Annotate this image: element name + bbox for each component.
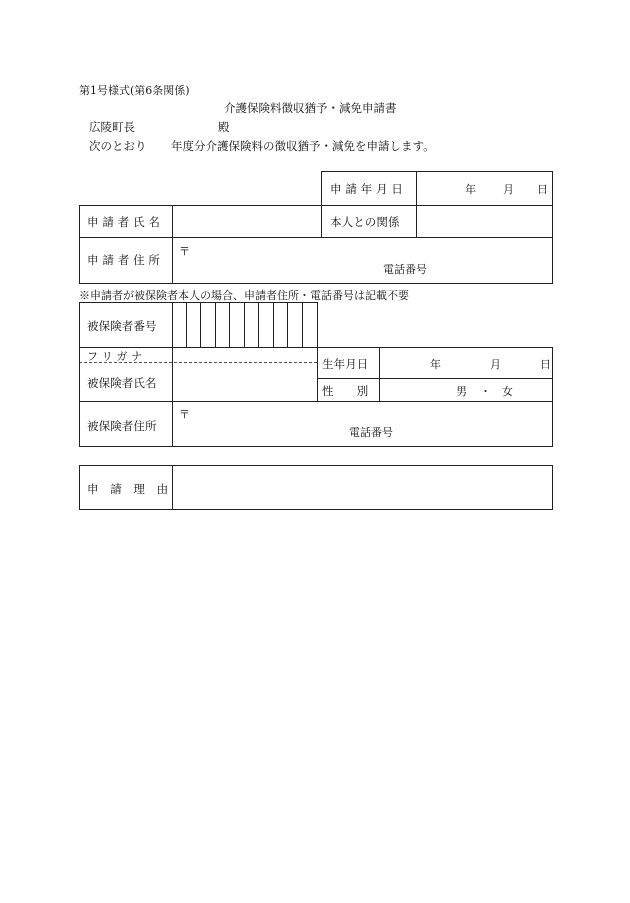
- document-title: 介護保険料徴収猶予・減免申請書: [224, 101, 397, 115]
- addressee: 広陵町長: [89, 120, 135, 134]
- date-day-unit: 日: [537, 183, 548, 196]
- birth-date-field[interactable]: [380, 348, 552, 378]
- insured-name-field[interactable]: [173, 363, 317, 401]
- honorific: 殿: [218, 120, 230, 134]
- sex-label: 性 別: [322, 384, 369, 398]
- insured-number-label: 被保険者番号: [87, 319, 157, 333]
- sex-male[interactable]: 男: [456, 385, 467, 398]
- furigana-label: フ リ ガ ナ: [87, 350, 143, 363]
- application-date-label: 申 請 年 月 日: [330, 182, 404, 196]
- date-month-unit: 月: [503, 183, 514, 196]
- application-date-field[interactable]: [417, 172, 552, 205]
- reason-field[interactable]: [173, 466, 552, 509]
- relation-field[interactable]: [417, 206, 552, 237]
- intro-prefix: 次のとおり: [89, 139, 147, 153]
- sex-field[interactable]: [380, 379, 552, 401]
- sex-female[interactable]: 女: [502, 385, 513, 398]
- birth-date-label: 生年月日: [322, 357, 369, 371]
- date-year-unit: 年: [465, 183, 476, 196]
- applicant-phone-label: 電話番号: [383, 263, 427, 276]
- postal-mark: 〒: [179, 245, 190, 258]
- birth-day-unit: 日: [540, 358, 551, 371]
- birth-year-unit: 年: [430, 358, 441, 371]
- insured-address-field[interactable]: [173, 402, 552, 446]
- reason-label: 申 請 理 由: [87, 482, 169, 496]
- applicant-name-label: 申 請 者 氏 名: [87, 215, 161, 229]
- insured-address-label: 被保険者住所: [87, 419, 157, 433]
- furigana-field[interactable]: [173, 348, 317, 362]
- insured-name-label: 被保険者氏名: [87, 376, 157, 390]
- applicant-address-field[interactable]: [173, 238, 552, 283]
- insured-postal-mark: 〒: [179, 408, 190, 421]
- note-text: ※申請者が被保険者本人の場合、申請者住所・電話番号は記載不要: [79, 289, 409, 302]
- form-number: 第1号様式(第6条関係): [79, 84, 190, 97]
- insured-phone-label: 電話番号: [349, 426, 393, 439]
- applicant-name-field[interactable]: [173, 206, 321, 237]
- insured-number-field[interactable]: [173, 303, 317, 347]
- relation-label: 本人との関係: [330, 215, 400, 229]
- intro-text: 年度分介護保険料の徴収猶予・減免を申請します。: [171, 139, 435, 153]
- birth-month-unit: 月: [490, 358, 501, 371]
- sex-separator: ・: [480, 385, 491, 398]
- applicant-address-label: 申 請 者 住 所: [87, 253, 161, 267]
